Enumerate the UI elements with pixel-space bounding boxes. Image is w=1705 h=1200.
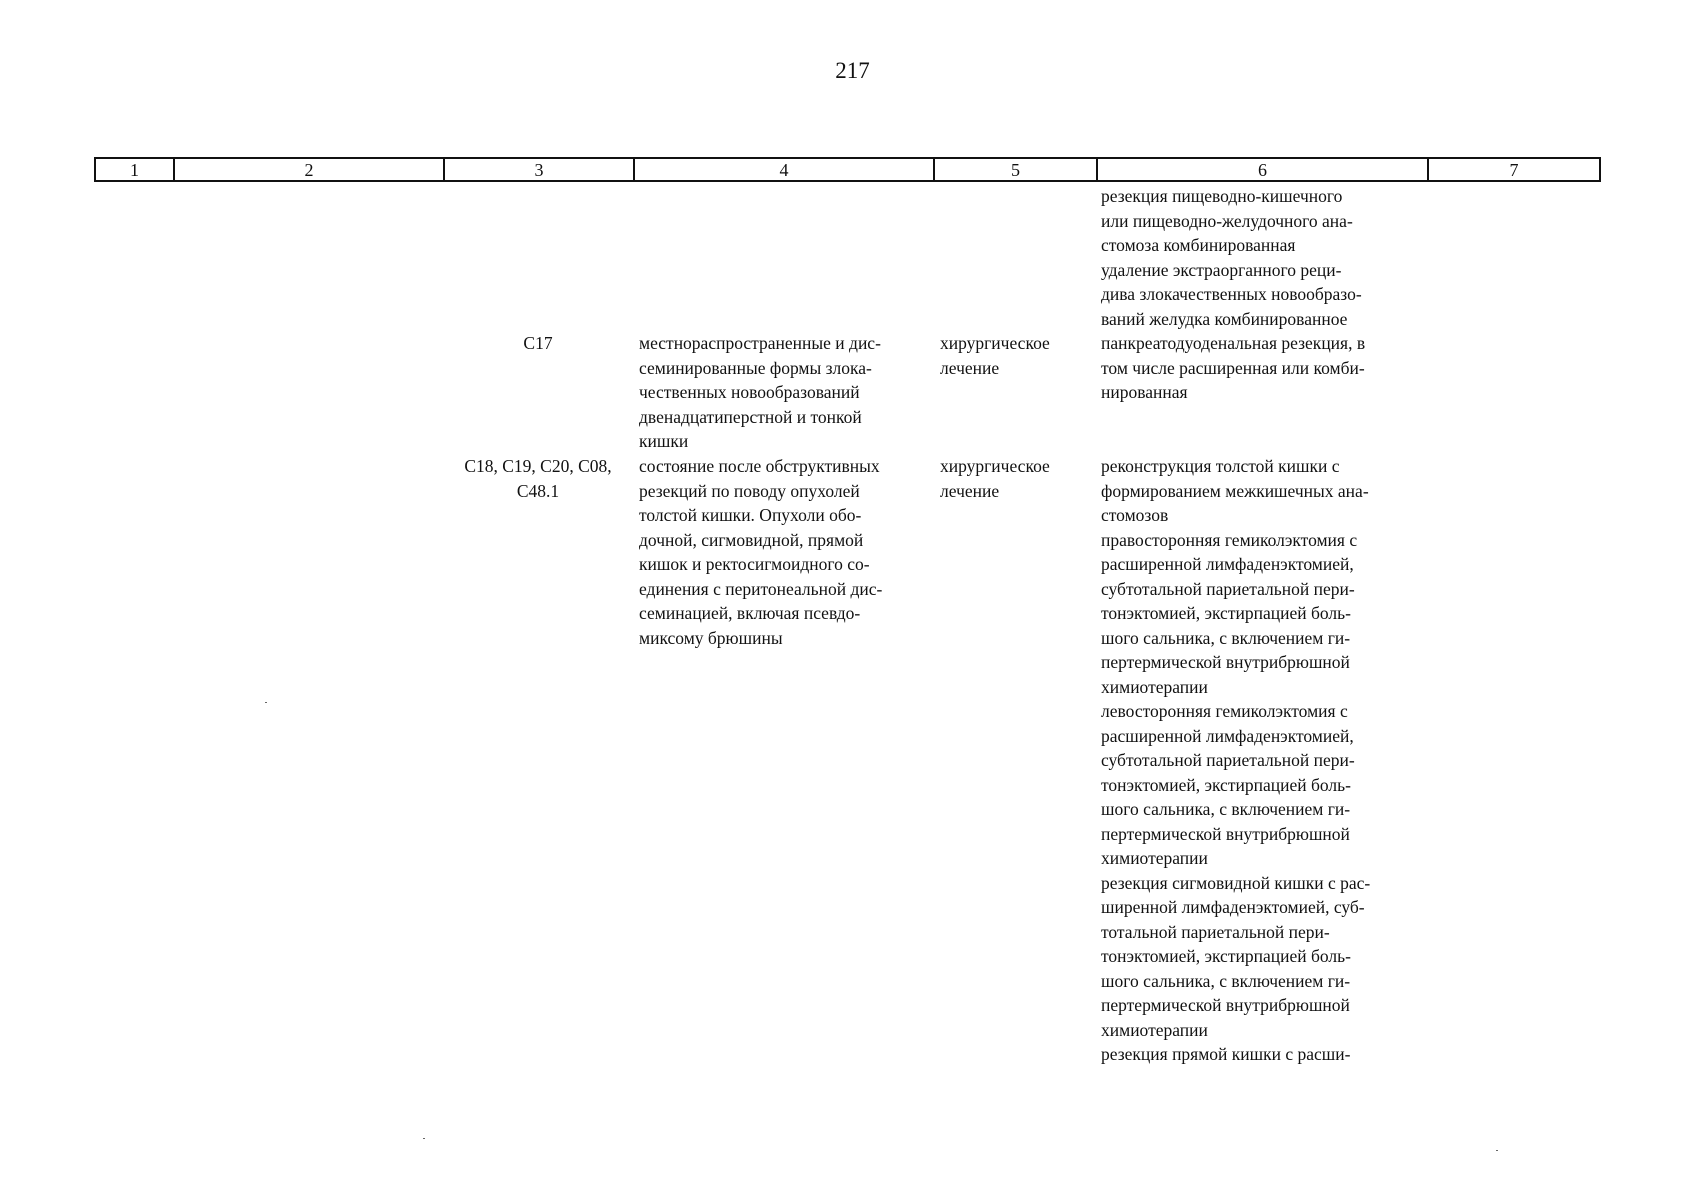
- procedure-line: нированная: [1101, 382, 1188, 402]
- procedure-line: химиотерапии: [1101, 1019, 1208, 1040]
- description-line: дочной, сигмовидной, прямой: [639, 529, 864, 550]
- description-line: единения с перитонеальной дис-: [639, 578, 883, 599]
- procedure-line: шого сальника, с включением ги-: [1101, 970, 1351, 991]
- procedure-line: субтотальной париетальной пери-: [1101, 750, 1355, 770]
- row-2-description: [639, 454, 882, 650]
- description-line: толстой кишки. Опухоли обо-: [639, 505, 862, 525]
- column-number-3: 3: [444, 158, 634, 181]
- description-line: миксому брюшины: [639, 627, 783, 648]
- column-number-6: 6: [1097, 158, 1428, 181]
- row-1-codes: [443, 331, 633, 356]
- procedure-line: субтотальной париетальной пери-: [1101, 578, 1355, 599]
- procedure-line: реконструкция толстой кишки с: [1101, 456, 1340, 476]
- procedure-line: шого сальника, с включением ги-: [1101, 799, 1351, 819]
- procedure-line: или пищеводно-желудочного ана-: [1101, 210, 1353, 231]
- procedure-line: пертермической внутрибрюшной: [1101, 652, 1350, 672]
- description-line: кишки: [639, 431, 689, 451]
- header-row: [95, 158, 1600, 181]
- description-line: состояние после обструктивных: [639, 456, 880, 476]
- column-number-1: 1: [95, 158, 174, 181]
- code-line: C17: [523, 333, 553, 353]
- description-line: семинацией, включая псевдо-: [639, 603, 861, 623]
- column-number-4: 4: [634, 158, 934, 181]
- column-number-7: 7: [1428, 158, 1600, 181]
- row-2-codes: [443, 454, 633, 503]
- description-line: двенадцатиперстной и тонкой: [639, 406, 862, 427]
- column-number-2: 2: [174, 158, 444, 181]
- description-line: резекций по поводу опухолей: [639, 480, 860, 501]
- treatment-line: хирургическое: [940, 333, 1050, 353]
- procedure-line: панкреатодуоденальная резекция, в: [1101, 333, 1366, 353]
- procedure-line: том числе расширенная или комби-: [1101, 357, 1365, 378]
- procedure-line: стомозов: [1101, 505, 1169, 525]
- procedure-line: ваний желудка комбинированное: [1101, 308, 1348, 329]
- procedure-line: ширенной лимфаденэктомией, суб-: [1101, 897, 1365, 917]
- procedure-line: пертермической внутрибрюшной: [1101, 823, 1350, 844]
- procedure-line: расширенной лимфаденэктомией,: [1101, 554, 1354, 574]
- scan-speck: [1496, 1150, 1498, 1151]
- column-number-5: 5: [934, 158, 1097, 181]
- procedure-line: левосторонняя гемиколэктомия с: [1101, 701, 1348, 721]
- row-2-treatment: [940, 454, 1050, 503]
- procedure-line: расширенной лимфаденэктомией,: [1101, 725, 1354, 746]
- procedure-line: пертермической внутрибрюшной: [1101, 995, 1350, 1015]
- procedure-line: шого сальника, с включением ги-: [1101, 627, 1351, 648]
- procedure-line: химиотерапии: [1101, 676, 1208, 697]
- scan-speck: [265, 702, 267, 703]
- procedure-line: тонэктомией, экстирпацией боль-: [1101, 774, 1351, 795]
- row-1-treatment: [940, 331, 1050, 380]
- row-1-description: [639, 331, 881, 454]
- scan-speck: [423, 1138, 425, 1139]
- description-line: кишок и ректосигмоидного со-: [639, 554, 870, 574]
- column-number-header: [94, 157, 1601, 182]
- procedure-line: химиотерапии: [1101, 848, 1208, 868]
- code-line: C18, C19, C20, C08,: [464, 456, 612, 476]
- continuation-procedures: [1101, 184, 1362, 331]
- procedure-line: резекция сигмовидной кишки с рас-: [1101, 872, 1371, 893]
- treatment-line: хирургическое: [940, 456, 1050, 476]
- procedure-line: формированием межкишечных ана-: [1101, 480, 1369, 501]
- procedure-line: тотальной париетальной пери-: [1101, 921, 1330, 942]
- description-line: чественных новообразований: [639, 382, 860, 402]
- procedure-line: правосторонняя гемиколэктомия с: [1101, 529, 1358, 550]
- row-1-procedures: [1101, 331, 1365, 405]
- description-line: семинированные формы злока-: [639, 357, 872, 378]
- treatment-line: лечение: [940, 480, 1000, 501]
- procedure-line: удаление экстраорганного реци-: [1101, 259, 1342, 280]
- page-number: 217: [835, 58, 870, 83]
- procedure-line: стомоза комбинированная: [1101, 235, 1296, 255]
- description-line: местнораспространенные и дис-: [639, 333, 881, 353]
- procedure-line: тонэктомией, экстирпацией боль-: [1101, 946, 1351, 966]
- procedure-line: резекция пищеводно-кишечного: [1101, 186, 1343, 206]
- procedure-line: тонэктомией, экстирпацией боль-: [1101, 603, 1351, 623]
- procedure-line: дива злокачественных новообразо-: [1101, 284, 1362, 304]
- code-line: C48.1: [516, 480, 560, 501]
- treatment-line: лечение: [940, 357, 1000, 378]
- row-2-procedures: [1101, 454, 1370, 1067]
- procedure-line: резекция прямой кишки с расши-: [1101, 1044, 1351, 1064]
